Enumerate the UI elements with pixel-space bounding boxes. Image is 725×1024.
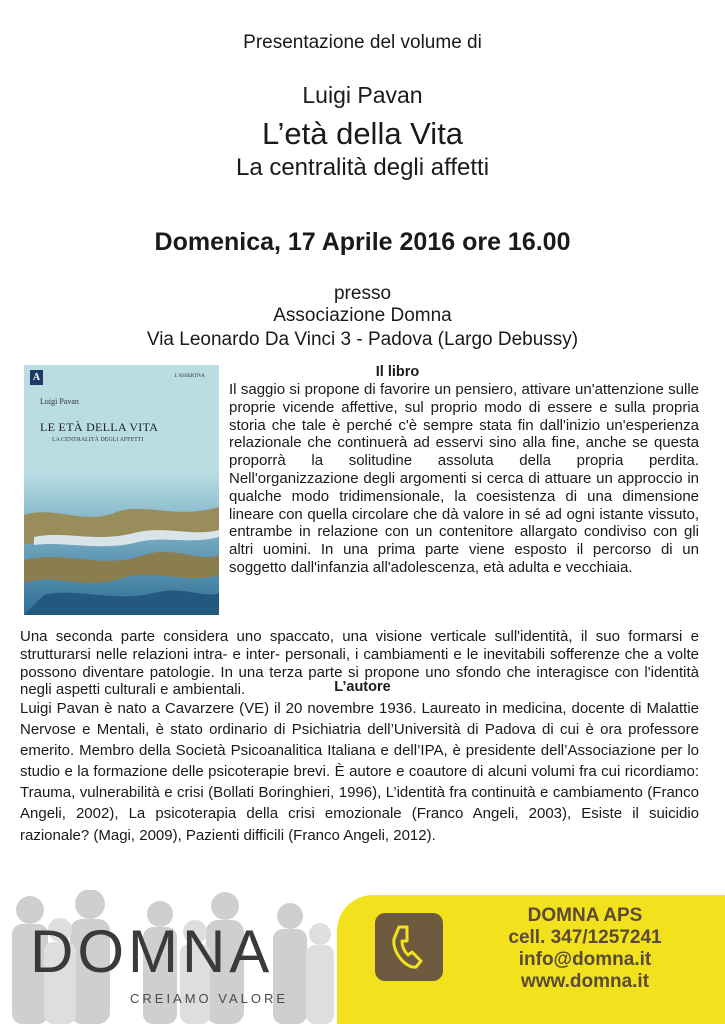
presso-label: presso bbox=[333, 283, 392, 304]
libro-paragraph-2: Una seconda parte considera uno spaccato, una visione verticale sull'identità, il suo formarsi e strutturarsi nelle relazioni intra- e inter- personali, i cambiamenti e le inevitabili sofferenze che a volte possono diventare patologie. In una terza parte si propone uno sfondo che interagisce con l'identità negli aspetti culturali e ambientali. bbox=[20, 628, 699, 699]
contact-email[interactable]: info@domna.it bbox=[518, 949, 652, 970]
book-cover bbox=[24, 365, 219, 615]
domna-tagline: CREIAMO VALORE bbox=[130, 991, 289, 1006]
libro-paragraph-1: Il saggio si propone di favorire un pensiero, attivare un'attenzione sulle proprie vicende affettive, sul proprio modo di essere e sulla propria storia che tale è perché c'è sempre stata fin dall'inizio un'esperienza relazionale che continuerà ad esservi sino alla fine, anche se questa proporrà la solitudine assoluta della propria perdita. Nell'organizzazione degli argomenti si cerca di attuare un approccio in qualche modo tridimensionale, la coesistenza di una dimensione lineare con quella circolare che dà valore in sé ad ogni istante vissuto, entrambe in relazione con un contenitore allargato condiviso con gli altri uomini. In una prima parte viene esposto il percorso di un soggetto dall'infanzia all'adolescenza, età adulta e vecchiaia. bbox=[229, 381, 699, 576]
venue-address: Via Leonardo Da Vinci 3 - Padova (Largo Debussy) bbox=[146, 329, 579, 350]
section-heading-libro: Il libro bbox=[375, 364, 420, 380]
book-author: Luigi Pavan bbox=[302, 82, 423, 108]
venue-name: Associazione Domna bbox=[273, 305, 452, 326]
cover-author: Luigi Pavan bbox=[40, 397, 79, 406]
event-date: Domenica, 17 Aprile 2016 ore 16.00 bbox=[154, 228, 571, 256]
cover-subtitle: LA CENTRALITÀ DEGLI AFFETTI bbox=[52, 437, 144, 443]
cover-series: L'ASSERTIVA bbox=[174, 374, 205, 379]
intro-line: Presentazione del volume di bbox=[243, 32, 482, 53]
contact-lines bbox=[445, 905, 725, 993]
contact-name: DOMNA APS bbox=[527, 905, 643, 926]
cover-title: LE ETÀ DELLA VITA bbox=[40, 420, 159, 434]
contact-phone[interactable]: cell. 347/1257241 bbox=[508, 927, 662, 948]
section-heading-autore: L’autore bbox=[334, 679, 391, 695]
telephone-icon bbox=[375, 913, 443, 981]
publisher-logo: A bbox=[30, 370, 43, 385]
book-title: L’età della Vita bbox=[261, 116, 464, 151]
domna-logo: DOMNA bbox=[30, 918, 274, 985]
book-subtitle: La centralità degli affetti bbox=[235, 154, 490, 181]
cover-photo bbox=[24, 475, 219, 615]
autore-paragraph: Luigi Pavan è nato a Cavarzere (VE) il 20 novembre 1936. Laureato in medicina, docente di Malattie Nervose e Mentali, è stato ordinario di Psichiatria dell’Università di Padova di cui è ora professore emerito. Membro della Società Psicoanalitica Italiana e dell’IPA, è presidente dell’Associazione per lo studio e la formazione delle psicoterapie brevi. È autore e coautore di alcuni volumi fra cui ricordiamo: Trauma, vulnerabilità e crisi (Bollati Boringhieri, 1996), L’identità fra continuità e cambiamento (Franco Angeli, 2002), La psicoterapia della crisi emozionale (Franco Angeli, 2003), Esiste il suicidio razionale? (Magi, 2009), Pazienti difficili (Franco Angeli, 2012). bbox=[20, 700, 699, 844]
contact-website[interactable]: www.domna.it bbox=[520, 971, 650, 992]
